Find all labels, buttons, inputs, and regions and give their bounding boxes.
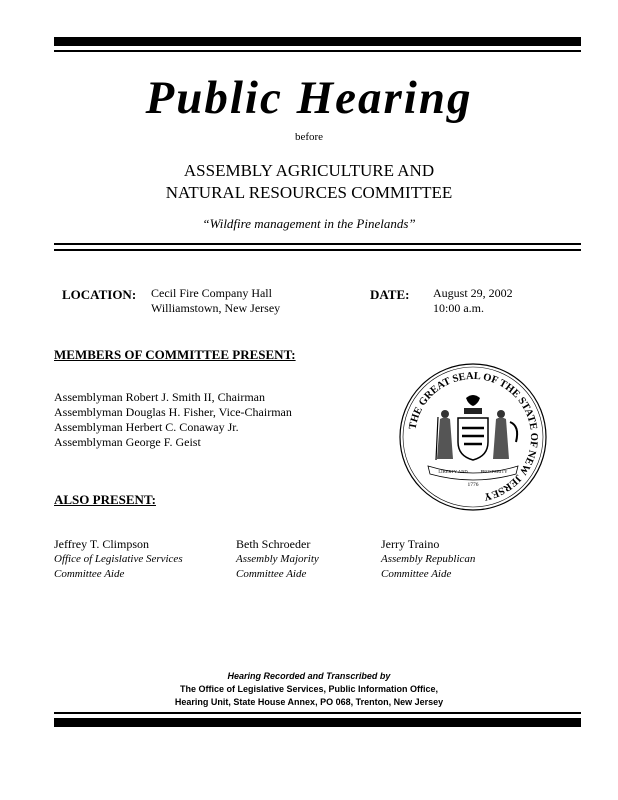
before-label: before	[294, 131, 324, 143]
also-present-heading: ALSO PRESENT:	[54, 492, 156, 507]
staff-role: Office of Legislative Services	[54, 553, 183, 565]
committee-line-2: NATURAL RESOURCES COMMITTEE	[165, 183, 453, 202]
staff-member	[381, 537, 475, 582]
date-line-2: 10:00 a.m.	[433, 301, 484, 315]
staff-role: Assembly Majority	[236, 553, 319, 565]
staff-name: Beth Schroeder	[236, 537, 311, 551]
document-title: Public Hearing	[145, 72, 473, 124]
staff-role: Committee Aide	[236, 568, 307, 580]
location-value	[151, 286, 280, 316]
seal-banner-right: PROSPERITY	[480, 469, 508, 474]
bottom-rule-thick	[54, 718, 581, 727]
member-item: Assemblyman Herbert C. Conaway Jr.	[54, 420, 239, 434]
members-list	[54, 390, 292, 450]
staff-member	[236, 537, 319, 582]
staff-member	[54, 537, 183, 582]
staff-role: Committee Aide	[54, 568, 125, 580]
committee-line-1: ASSEMBLY AGRICULTURE AND	[183, 161, 435, 180]
hearing-topic: “Wildfire management in the Pinelands”	[202, 216, 416, 231]
member-item: Assemblyman Douglas H. Fisher, Vice-Chairman	[54, 405, 292, 419]
seal-ring-text: THE GREAT SEAL OF THE STATE OF NEW JERSEY	[407, 370, 540, 502]
committee-name	[0, 160, 618, 204]
staff-role: Assembly Republican	[381, 553, 476, 565]
date-label: DATE:	[370, 287, 410, 302]
footer-line-2: The Office of Legislative Services, Public Information Office,	[179, 684, 439, 694]
top-rule-thin	[54, 50, 581, 52]
staff-role: Committee Aide	[381, 568, 452, 580]
top-rule-thick	[54, 37, 581, 46]
seal-year: 1776	[467, 482, 479, 488]
staff-name: Jerry Traino	[381, 537, 440, 551]
members-heading: MEMBERS OF COMMITTEE PRESENT:	[54, 347, 296, 362]
date-line-1: August 29, 2002	[433, 286, 513, 300]
bottom-rule-thin	[54, 712, 581, 714]
location-line-2: Williamstown, New Jersey	[151, 301, 281, 315]
footer-line-3: Hearing Unit, State House Annex, PO 068, Trenton, New Jersey	[174, 697, 444, 707]
location-label: LOCATION:	[62, 287, 137, 302]
date-value	[433, 286, 513, 316]
mid-rule-2	[54, 249, 581, 251]
member-item: Assemblyman Robert J. Smith II, Chairman	[54, 390, 265, 404]
seal-banner-left: LIBERTY AND	[438, 469, 468, 474]
recording-credit	[0, 670, 618, 709]
mid-rule-1	[54, 243, 581, 245]
staff-name: Jeffrey T. Climpson	[54, 537, 149, 551]
member-item: Assemblyman George F. Geist	[54, 435, 201, 449]
footer-line-1: Hearing Recorded and Transcribed by	[227, 671, 391, 681]
state-seal	[398, 362, 548, 512]
location-line-1: Cecil Fire Company Hall	[151, 286, 272, 300]
